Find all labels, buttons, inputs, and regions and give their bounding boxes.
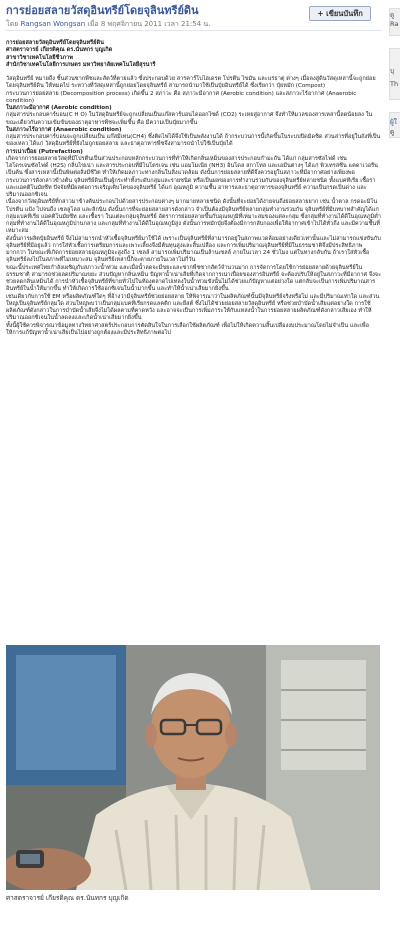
note-title: การย่อยสลายวัสดุอินทรีย์โดยจุลินทรีย์ดิน <box>6 4 199 17</box>
header-line-3: สาขาวิชาเทคโนโลยีชีวภาพ <box>6 54 73 61</box>
sidebar-item[interactable]: ดู <box>390 11 395 19</box>
author-photo <box>6 645 380 890</box>
section-heading: การเน่าเปื่อย (Putrefaction) <box>6 148 83 155</box>
note-body <box>6 40 382 337</box>
paragraph: ขณะนี้ประเทศไทยกำลังเผชิญกับสภาวะน้ำท่วม และเมื่อน้ำลดจะมีขยะและซากพืชซากสัตว์จำนวนมาก การจัดการโดยใช้การย่อยสลายด้วยจุลินทรีย์ในธรรมชาติ สามารถช่วยลดปริมาณขยะ ส่วนปัญหากลิ่นเหม็น ปัญหาน้ำเน่าเสียที่เกิดจากการเน่าเปื่อยของสารอินทรีย์ จะต้องปรับให้อยู่ในสภาวะที่มีอากาศ จึงจะช่วยลดกลิ่นเหม็นได้ การนำหัวเชื้อจุลินทรีย์ที่ขายทั่วไปในท้องตลาดไปเทลงในน้ำท่วมขังนั้นไม่ได้ช่วยแก้ปัญหาแต่อย่างใด แต่กลับจะเป็นการเพิ่มปริมาณสารอินทรีย์ในน้ำให้มากขึ้น ทำให้เกิดการใช้ออกซิเจนในน้ำมากขึ้น และทำให้น้ำเน่าเสียมากยิ่งขึ้น <box>6 264 382 293</box>
paragraph: กระบวนการดังกล่าวข้างต้น จุลินทรีย์ดินเป็นผู้กระทำทั้งระดับกลุ่มและรายชนิด หรือเป็นผลของการทำงานร่วมกันของจุลินทรีย์หลายชนิด ทั้งแบคทีเรีย เชื้อรา และแอคติโนมัยซีท ปัจจัยที่มีผลต่อการเจริญเติบโตของจุลินทรีย์ ได้แก่ อุณหภูมิ ความชื้น อาหารและธาตุอาหารของจุลินทรีย์ ความเป็นกรดเป็นด่าง และปริมาณออกซิเจน <box>6 177 376 198</box>
paragraph: ดังนั้นการผลิตปุ๋ยอินทรีย์ จึงไม่สามารถนำหัวเชื้อจุลินทรีย์มาใช้ได้ เพราะเป็นจุลินทรีย์ที่สามารถอยู่ในสภาพแวดล้อมอย่างเดียวเท่านั้นและไม่สามารถแข่งขันกับจุลินทรีย์ที่มีอยู่แล้ว การใส่หัวเชื้อการเตรียมการและเพาะเลี้ยงจึงมีต้นทุนสูงและสิ้นเปลือง และการเพิ่มปริมาณจุลินทรีย์ที่มีในธรรมชาติจึงมีประสิทธิภาพมากกว่า ในขณะที่เกิดการย่อยสลายอุณหภูมิจะสูงถึง 1 เซลล์ สามารถเพิ่มปริมาณเป็นล้านเซลล์ ภายในเวลา 24 ชั่วโมง แต่ในทางกลับกัน ถ้าเราใส่หัวเชื้อจุลินทรีย์ลงไปในสภาพที่ไม่เหมาะสม จุลินทรีย์เหล่านี้ก็จะตายภายในเวลาไม่กี่วัน <box>6 235 381 264</box>
byline-prefix: โดย <box>6 20 19 28</box>
sidebar-item[interactable]: ผู้ใ <box>390 118 397 126</box>
paragraph: กลุ่มสารประกอบคาร์บอนจะถูกเปลี่ยนเป็น แก๊สมีเทน(CH4) ซึ่งติดไฟได้จึงใช้เป็นพลังงานได้ ถ้ากระบวนการนี้เกิดขึ้นในระบบปิดมิดชิด ส่วนสารที่อยู่ในถังที่เป็นของเหลว ได้แก่ วัสดุอินทรีย์ที่ยังไม่ถูกย่อยสลาย และธาตุอาหารพืชจึงสามารถนำไปใช้เป็นปุ๋ยได้ <box>6 134 381 148</box>
sidebar-item[interactable]: ดู <box>390 128 395 136</box>
paragraph: กระบวนการย่อยสลาย (Decomposition process) เกิดขึ้น 2 สภาวะ คือ สภาวะมีอากาศ (Aerobic condition) และสภาวะไร้อากาศ (Anaerobic condition) <box>6 90 357 104</box>
right-sidebar <box>386 0 400 927</box>
section-heading: ในสภาวะไร้อากาศ (Anaerobic condition) <box>6 126 122 133</box>
sidebar-item[interactable]: Ra <box>390 20 399 28</box>
photo-caption: ศาสตราจารย์ เกียรติคุณ ดร.นันทกร บุญเกิด <box>6 894 129 902</box>
paragraph: กลุ่มสารประกอบคาร์บอน(C H O) ในวัสดุอินทรีย์จะถูกเปลี่ยนเป็นแก๊สคาร์บอนไดออกไซด์ (CO2) ระเหยสู่อากาศ จึงทำให้มวลของสารเหล่านี้ลดน้อยลง ในขณะเดียวกันความเข้มข้นของธาตุอาหารพืชจะเพิ่มขึ้น คือ มีความเป็นปุ๋ยมากขึ้น <box>6 112 373 126</box>
paragraph: เนื่องจากวัสดุอินทรีย์ที่กล่าวมาข้างต้นประกอบไปด้วยสารประกอบต่างๆ มากมายหลายชนิด ดังนั้นที่จะย่อยได้ง่ายจนถึงย่อยสลายยาก เช่น น้ำตาล กรดอะมิโน โปรตีน แป้ง ไปจนถึง เซลลูโลส และลิกนิน ดังนั้นการที่จะย่อยสลายสารดังกล่าว จำเป็นต้องมีจุลินทรีย์หลายกลุ่มทำงานร่วมกัน จุลินทรีย์ที่มีบทบาทสำคัญได้แก่กลุ่มแบคทีเรีย แอคติโนมัยซีท และเชื้อรา ในแต่ละกลุ่มจุลินทรีย์ อัตราการย่อยสลายขึ้นกับอุณหภูมิที่เหมาะสมของแต่ละกลุ่ม ซึ่งกลุ่มที่ทำงานได้ดีในอุณหภูมิต่ำ กลุ่มที่ทำงานได้ดีในอุณหภูมิปานกลาง และกลุ่มที่ทำงานได้ดีในอุณหภูมิสูง ดังนั้นการหมักปุ๋ยจึงต้องมีการกลับกองเพื่อให้อากาศเข้าไปได้ทั่วถึง และมีความชื้นที่เหมาะสม <box>6 199 381 235</box>
write-note-button[interactable]: + เขียนบันทึก <box>309 6 371 21</box>
sidebar-item[interactable]: บุ <box>390 67 395 75</box>
header-line-2: ศาสตราจารย์ เกียรติคุณ ดร.นันทกร บุญเกิด <box>6 47 113 54</box>
paragraph: วัสดุอินทรีย์ หมายถึง ชิ้นส่วนซากพืชและสัตว์ที่ตายแล้ว ซึ่งประกอบด้วย สารคาร์โบไฮเดรต โปรตีน ไขมัน และแร่ธาตุ ต่างๆ เมื่อลงสู่ดินวัสดุเหล่านี้จะถูกย่อย โดยจุลินทรีย์ดิน ให้หมดไป ระหว่างที่วัสดุเหล่านี้ถูกย่อยโดยจุลินทรีย์ สามารถนำมาใช้เป็นปุ๋ยอินทรีย์ได้ ซึ่งเรียกว่า ปุ๋ยหมัก (Compost) <box>6 76 376 90</box>
section-heading: ในสภาวะมีอากาศ (Aerobic condition) <box>6 105 112 111</box>
paragraph: ทั้งนี้ผู้ใช้ควรพิจารณาข้อมูลทางวิทยาศาสตร์ประกอบการตัดสินใจในการเลือกใช้ผลิตภัณฑ์ เพื่อไม่ให้เกิดความสิ้นเปลืองงบประมาณโดยไม่จำเป็น และเพื่อให้การแก้ปัญหาน้ำเน่าเสียเป็นไปอย่างถูกต้องและมีประสิทธิภาพต่อไป <box>6 322 369 336</box>
header-line-1: การย่อยสลายวัสดุอินทรีย์โดยจุลินทรีย์ดิน <box>6 40 104 46</box>
paragraph: เช่นเดียวกับการใช้ EM หรือผลิตภัณฑ์ใดๆ ที่อ้างว่ามีจุลินทรีย์ช่วยย่อยสลาย ให้พิจารณาว่าในผลิตภัณฑ์นั้นมีจุลินทรีย์จริงหรือไม่ และมีปริมาณเท่าใด และส่วนใหญ่เป็นจุลินทรีย์กลุ่มใด ส่วนใหญ่พบว่าเป็นกลุ่มแบคทีเรียกรดแลคติก และยีสต์ ซึ่งไม่ได้ช่วยย่อยสลายวัสดุอินทรีย์ หรือช่วยบำบัดน้ำเสียแต่อย่างใด การใช้ผลิตภัณฑ์ดังกล่าวในการบำบัดน้ำเสียจึงไม่ได้ผลตามที่คาดหวัง และอาจจะเป็นการเพิ่มภาระให้กับแหล่งน้ำในการย่อยสลายผลิตภัณฑ์ดังกล่าวเสียเอง ทำให้ปริมาณออกซิเจนในน้ำลดลงและเกิดน้ำเน่าเสียมากยิ่งขึ้น <box>6 293 380 322</box>
paragraph: เกิดจากการย่อยสลายวัสดุที่มีโปรตีนเป็นส่วนประกอบหลักกระบวนการที่ทำให้เกิดกลิ่นเหม็นของสารประกอบกำมะถัน ได้แก่ กลุ่มสารซัลไฟด์ เช่น ไฮโดรเจนซัลไฟด์ (H2S) กลิ่นไข่เน่า และสารประกอบที่มีไนโตรเจน เช่น แอมโมเนีย (NH3) อินโดล สกาโทล และเอมีนต่างๆ ได้แก่ พิวเทรสซีน แคดาเวอรีน เป็นต้น ซึ่งสารเหล่านี้เป็นพิษต่อสิ่งมีชีวิต ทำให้เกิดมลภาวะทางกลิ่นในสิ่งแวดล้อม ดังนั้นการย่อยสลายที่ดีจึงควรอยู่ในสภาวะที่มีอากาศอย่างเพียงพอ <box>6 155 378 177</box>
header-line-4: สำนักวิชาเทคโนโลยีการเกษตร มหาวิทยาลัยเทคโนโลยีสุรนารี <box>6 61 156 68</box>
header-divider <box>6 30 382 31</box>
sidebar-item[interactable]: Th <box>390 80 399 88</box>
author-link[interactable]: Rangsan Wongsan <box>20 20 86 28</box>
byline-date: เมื่อ 8 พฤศจิกายน 2011 เวลา 21:54 น. <box>87 20 211 28</box>
